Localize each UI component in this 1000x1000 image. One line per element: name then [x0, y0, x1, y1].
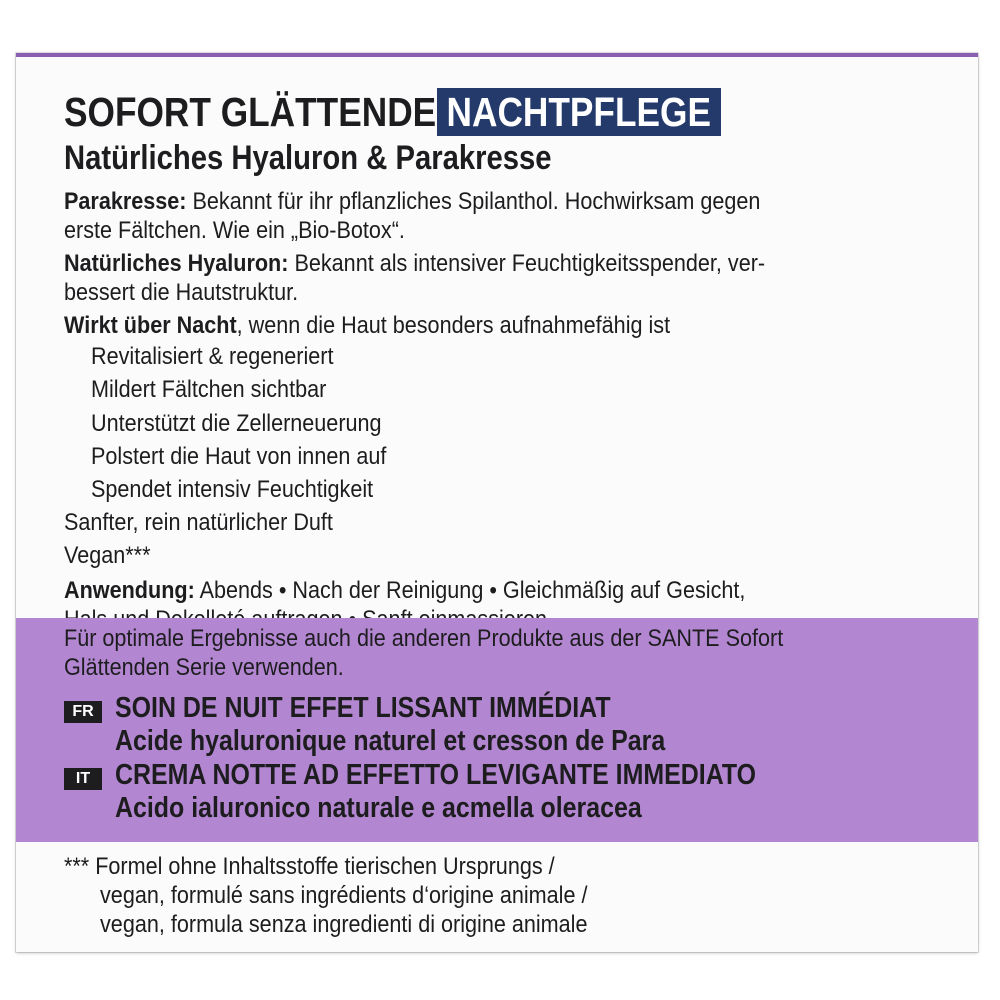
parakresse-text-2: erste Fältchen. Wie ein „Bio-Botox“.	[64, 217, 405, 244]
benefit-item: Spendet intensiv Feuchtigkeit	[91, 476, 374, 503]
benefit-item: Revitalisiert & regeneriert	[91, 343, 334, 370]
language-badge-it: IT	[64, 768, 102, 790]
language-block-it	[64, 759, 860, 825]
product-label-panel	[16, 53, 978, 952]
product-type-tag	[437, 88, 721, 136]
night-effect-line	[64, 311, 670, 340]
purple-info-band	[16, 618, 978, 842]
product-title: SOFORT GLÄTTENDE	[64, 89, 437, 135]
product-subtitle: Natürliches Hyaluron & Parakresse	[64, 139, 552, 177]
benefit-item: Mildert Fältchen sichtbar	[91, 376, 327, 403]
parakresse-text-1: Bekannt für ihr pflanzliches Spilanthol. Hochwirksam gegen	[186, 188, 761, 215]
language-subtitle-it: Acido ialuronico naturale e acmella oleracea	[115, 792, 642, 824]
footnote-line-3: vegan, formula senza ingredienti di origine animale	[64, 911, 588, 938]
recommendation-line-2: Glättenden Serie verwenden.	[64, 654, 344, 681]
language-text-it	[102, 759, 860, 825]
footnote	[64, 852, 646, 939]
vegan-line: Vegan***	[64, 542, 151, 569]
footnote-line-1: *** Formel ohne Inhaltsstoffe tierischen Ursprungs /	[64, 853, 555, 880]
night-effect-text: , wenn die Haut besonders aufnahmefähig ist	[236, 312, 671, 339]
language-title-it: CREMA NOTTE AD EFFETTO LEVIGANTE IMMEDIATO	[115, 759, 757, 791]
usage-text-1: Abends • Nach der Reinigung • Gleichmäßig auf Gesicht,	[194, 577, 746, 604]
scent-line: Sanfter, rein natürlicher Duft	[64, 509, 333, 536]
language-subtitle-fr: Acide hyaluronique naturel et cresson de Para	[115, 725, 666, 757]
language-title-fr: SOIN DE NUIT EFFET LISSANT IMMÉDIAT	[115, 692, 611, 724]
parakresse-label: Parakresse:	[64, 188, 187, 215]
benefit-item: Polstert die Haut von innen auf	[91, 443, 387, 470]
usage-line-1	[64, 576, 745, 605]
hyaluron-label: Natürliches Hyaluron:	[64, 250, 289, 277]
footnote-line-2: vegan, formulé sans ingrédients d‘origine animale /	[64, 882, 588, 909]
recommendation-line-1: Für optimale Ergebnisse auch die anderen Produkte aus der SANTE Sofort	[64, 625, 784, 652]
night-effect-label: Wirkt über Nacht	[64, 312, 237, 339]
parakresse-paragraph-line-1	[64, 187, 760, 216]
language-badge-fr: FR	[64, 701, 102, 723]
hyaluron-paragraph-line-1	[64, 249, 765, 278]
usage-label: Anwendung:	[64, 577, 195, 604]
product-type-tag-text: NACHTPFLEGE	[446, 88, 712, 135]
benefit-item: Unterstützt die Zellerneuerung	[91, 410, 382, 437]
hyaluron-text-1: Bekannt als intensiver Feuchtigkeitsspender, ver-	[288, 250, 766, 277]
language-text-fr	[102, 692, 755, 758]
hyaluron-text-2: bessert die Hautstruktur.	[64, 279, 299, 306]
language-block-fr	[64, 692, 755, 758]
